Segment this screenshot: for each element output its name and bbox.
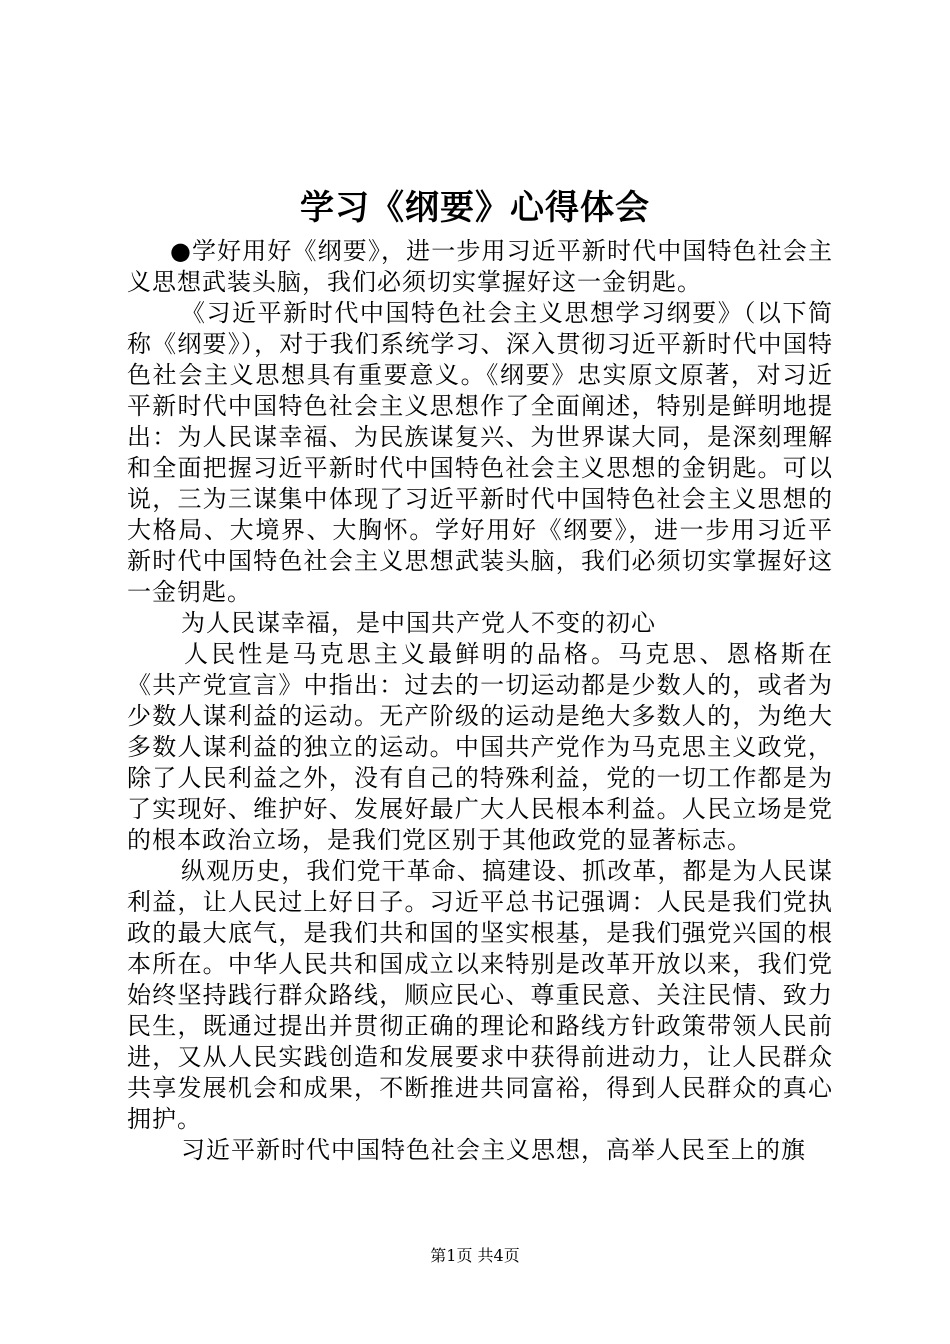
- paragraph-lead: ●学好用好《纲要》，进一步用习近平新时代中国特色社会主义思想武装头脑，我们必须切实掌握好这一金钥匙。: [127, 237, 833, 296]
- page-footer: 第1页 共4页: [430, 1246, 520, 1265]
- paragraph: 纵观历史，我们党干革命、搞建设、抓改革，都是为人民谋利益，让人民过上好日子。习近平总书记强调：人民是我们党执政的最大底气，是我们共和国的坚实根基，是我们强党兴国的根本所在。中华人民共和国成立以来特别是改革开放以来，我们党始终坚持践行群众路线，顺应民心、尊重民意、关注民情、致力民生，既通过提出并贯彻正确的理论和路线方针政策带领人民前进，又从人民实践创造和发展要求中获得前进动力，让人民群众共享发展机会和成果，不断推进共同富裕，得到人民群众的真心拥护。: [127, 857, 833, 1133]
- paragraph: 人民性是马克思主义最鲜明的品格。马克思、恩格斯在《共产党宣言》中指出：过去的一切运动都是少数人的，或者为少数人谋利益的运动。无产阶级的运动是绝大多数人的，为绝大多数人谋利益的独立的运动。中国共产党作为马克思主义政党，除了人民利益之外，没有自己的特殊利益，党的一切工作都是为了实现好、维护好、发展好最广大人民根本利益。人民立场是党的根本政治立场，是我们党区别于其他政党的显著标志。: [127, 640, 833, 854]
- section-heading: 为人民谋幸福，是中国共产党人不变的初心: [181, 609, 656, 637]
- document-title: 学习《纲要》心得体会: [300, 188, 650, 228]
- paragraph: 习近平新时代中国特色社会主义思想，高举人民至上的旗: [181, 1136, 806, 1164]
- paragraph: 《习近平新时代中国特色社会主义思想学习纲要》（以下简称《纲要》），对于我们系统学习、深入贯彻习近平新时代中国特色社会主义思想具有重要意义。《纲要》忠实原文原著，对习近平新时代中国特色社会主义思想作了全面阐述，特别是鲜明地提出：为人民谋幸福、为民族谋复兴、为世界谋大同，是深刻理解和全面把握习近平新时代中国特色社会主义思想的金钥匙。可以说，三为三谋集中体现了习近平新时代中国特色社会主义思想的大格局、大境界、大胸怀。学好用好《纲要》，进一步用习近平新时代中国特色社会主义思想武装头脑，我们必须切实掌握好这一金钥匙。: [127, 299, 833, 606]
- document-body: [127, 236, 833, 1166]
